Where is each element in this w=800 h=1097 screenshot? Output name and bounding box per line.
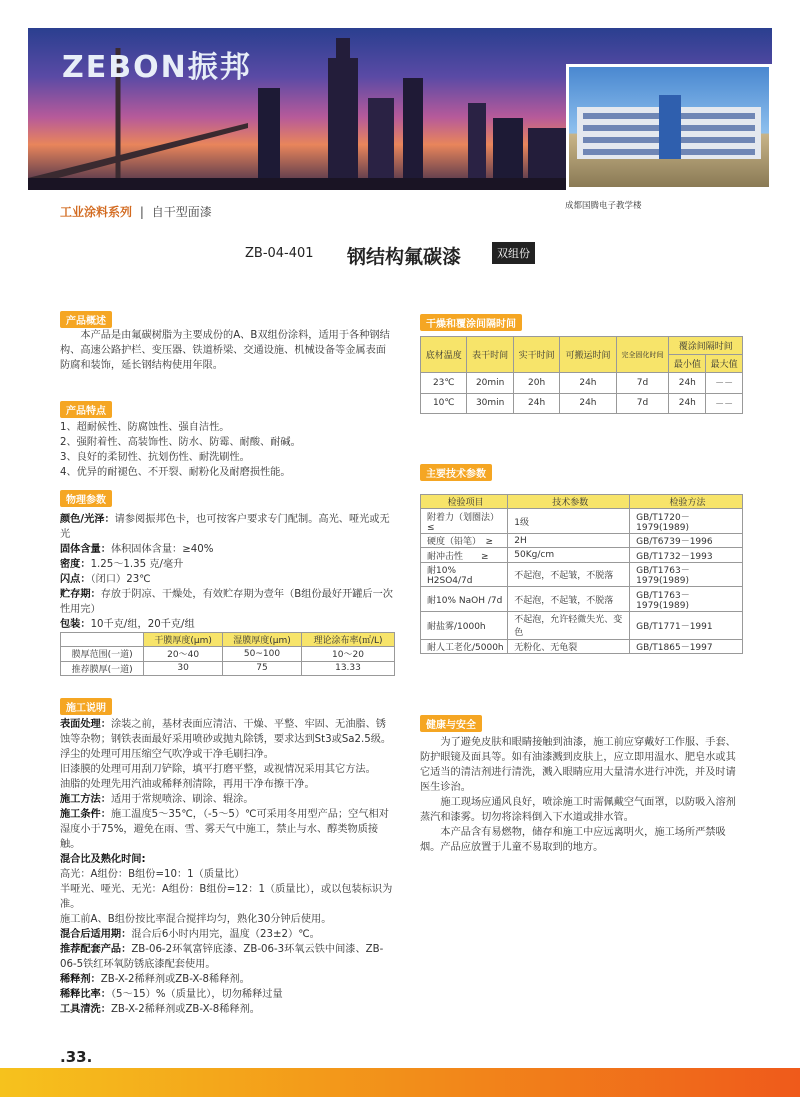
table-row: 耐10% H2SO4/7d 不起泡，不起皱，不脱落 GB/T1763－1979(1989) xyxy=(421,562,743,587)
app-line: 浮尘的处理可用压缩空气吹净或干净毛刷扫净。 xyxy=(60,749,274,760)
safety-text xyxy=(420,735,743,855)
feature-item: 2、强附着性、高装饰性、防水、防霉、耐酸、耐碱。 xyxy=(60,437,301,448)
tech-heading: 主要技术参数 xyxy=(420,464,492,481)
table-row: 硬度（铅笔） ≥ 2H GB/T6739－1996 xyxy=(421,533,743,547)
table-header-cell: 覆涂间隔时间 xyxy=(669,337,743,355)
safety-heading: 健康与安全 xyxy=(420,715,482,732)
param-flashpoint: 闪点：（闭口）23℃ xyxy=(60,574,151,585)
product-name: 钢结构氟碳漆 xyxy=(347,246,462,268)
photo-caption: 成都国腾电子教学楼 xyxy=(565,201,642,211)
app-line: 施工条件：施工温度5～35℃，（-5～5）℃可采用冬用型产品；空气相对湿度小于75%，避免在雨、雪、雾天气中施工，禁止与水、醇类物质接触。 xyxy=(60,809,389,850)
app-line: 油脂的处理先用汽油或稀释剂清除，再用干净布擦干净。 xyxy=(60,779,315,790)
param-packaging: 包装：10千克/组，20千克/组 xyxy=(60,619,195,630)
app-line: 稀释剂：ZB-X-2稀释剂或ZB-X-8稀释剂。 xyxy=(60,974,250,985)
param-solids: 固体含量：体积固体含量：≥40% xyxy=(60,544,214,555)
table-row: 耐盐雾/1000h 不起泡，允许轻微失光、变色 GB/T1771－1991 xyxy=(421,611,743,639)
table-row: 耐人工老化/5000h 无粉化、无龟裂 GB/T1865－1997 xyxy=(421,639,743,653)
application-instructions xyxy=(60,717,395,1017)
feature-item: 4、优异的耐褪色、不开裂、耐粉化及耐磨损性能。 xyxy=(60,467,291,478)
safety-paragraph: 为了避免皮肤和眼睛接触到油漆，施工前应穿戴好工作服、手套、防护眼镜及面具等。如有油漆溅到皮肤上，应立即用温水、肥皂水或其它适当的清洁剂进行清洗，溅入眼睛应用大量清水进行冲洗，并及时请医生诊治。 xyxy=(420,737,736,793)
param-density: 密度：1.25～1.35 克/毫升 xyxy=(60,559,184,570)
series-line xyxy=(60,203,212,220)
table-row: 耐10% NaOH /7d 不起泡，不起皱，不脱落 GB/T1763－1979(1989) xyxy=(421,587,743,612)
table-row: 23℃ 20min 20h 24h 7d 24h －－ xyxy=(421,373,743,394)
building-illustration xyxy=(569,67,769,187)
building-photo xyxy=(566,64,772,190)
table-cell: 膜厚范围(一道) xyxy=(61,647,144,662)
table-cell: 20～40 xyxy=(144,647,223,662)
table-cell: 推荐膜厚(一道) xyxy=(61,661,144,676)
feature-item: 1、超耐候性、防腐蚀性、强自洁性。 xyxy=(60,422,230,433)
app-line: 混合比及熟化时间: xyxy=(60,854,146,865)
features-list xyxy=(60,420,395,480)
table-row xyxy=(61,661,395,676)
app-line: 稀释比率：（5～15）%（质量比），切勿稀释过量 xyxy=(60,989,283,1000)
table-header-cell: 技术参数 xyxy=(508,495,630,509)
table-cell: 30 xyxy=(144,661,223,676)
tech-params-table xyxy=(420,494,743,654)
table-header-cell: 最小值 xyxy=(669,355,706,373)
physical-heading: 物理参数 xyxy=(60,490,112,507)
series-name: 工业涂料系列 xyxy=(60,205,133,219)
series-separator: | xyxy=(139,205,144,219)
safety-paragraph: 本产品含有易燃物，储存和施工中应远离明火，施工场所严禁吸烟。产品应放置于儿童不易取到的地方。 xyxy=(420,827,726,853)
series-type: 自干型面漆 xyxy=(151,205,212,219)
features-heading: 产品特点 xyxy=(60,401,112,418)
table-header-cell: 检验方法 xyxy=(630,495,743,509)
app-line: 高光：A组份：B组份=10：1（质量比） xyxy=(60,869,245,880)
physical-params xyxy=(60,512,395,632)
param-color: 颜色/光泽：请参阅振邦色卡，也可按客户要求专门配制。高光、哑光或无光 xyxy=(60,514,390,540)
app-line: 施工方法：适用于常规喷涂、刷涂、辊涂。 xyxy=(60,794,254,805)
page-number: .33. xyxy=(60,1048,93,1066)
table-header-cell: 底材温度 xyxy=(421,337,467,373)
brand-logo: ZEBON振邦 xyxy=(62,50,252,85)
table-header-cell: 可搬运时间 xyxy=(560,337,616,373)
drying-table xyxy=(420,336,743,414)
app-line: 表面处理：涂装之前，基材表面应清洁、干燥、平整、牢固、无油脂、锈蚀等杂物；钢铁表面最好采用喷砂或抛丸除锈，要求达到St3或Sa2.5级。 xyxy=(60,719,392,745)
application-heading: 施工说明 xyxy=(60,698,112,715)
film-thickness-table xyxy=(60,632,395,676)
table-cell: 50~100 xyxy=(223,647,302,662)
table-row: 10℃ 30min 24h 24h 7d 24h －－ xyxy=(421,393,743,414)
app-line: 旧漆膜的处理可用刮刀铲除，填平打磨平整，或视情况采用其它方法。 xyxy=(60,764,376,775)
app-line: 混合后适用期：混合后6小时内用完，温度（23±2）℃。 xyxy=(60,929,320,940)
table-header-cell: 湿膜厚度(μm) xyxy=(223,633,302,647)
footer-bar xyxy=(0,1068,800,1097)
app-line: 施工前A、B组份按比率混合搅拌均匀，熟化30分钟后使用。 xyxy=(60,914,332,925)
table-cell: 75 xyxy=(223,661,302,676)
table-header-cell: 最大值 xyxy=(706,355,743,373)
table-row xyxy=(61,647,395,662)
table-cell: 10～20 xyxy=(301,647,394,662)
app-line: 半哑光、哑光、无光：A组份：B组份=12：1（质量比），或以包装标识为准。 xyxy=(60,884,393,910)
table-header-cell: 实干时间 xyxy=(513,337,559,373)
table-cell: 13.33 xyxy=(301,661,394,676)
table-row: 耐冲击性 ≥ 50Kg/cm GB/T1732－1993 xyxy=(421,548,743,562)
app-line: 工具清洗：ZB-X-2稀释剂或ZB-X-8稀释剂。 xyxy=(60,1004,260,1015)
param-storage: 贮存期：存放于阴凉、干燥处，有效贮存期为壹年（B组份最好开罐后一次性用完） xyxy=(60,589,393,615)
feature-item: 3、良好的柔韧性、抗划伤性、耐洗刷性。 xyxy=(60,452,250,463)
product-code: ZB-04-401 xyxy=(245,246,314,261)
component-tag: 双组份 xyxy=(492,242,535,264)
table-header-cell: 完全固化时间 xyxy=(616,337,669,373)
table-header-cell: 理论涂布率(㎡/L) xyxy=(301,633,394,647)
table-header-cell: 表干时间 xyxy=(467,337,513,373)
table-row: 附着力（划圈法）≤ 1级 GB/T1720－1979(1989) xyxy=(421,509,743,534)
app-line: 推荐配套产品：ZB-06-2环氧富锌底漆、ZB-06-3环氧云铁中间漆、ZB-06-5铁红环氧防锈底漆配套使用。 xyxy=(60,944,384,970)
table-header-cell: 检验项目 xyxy=(421,495,508,509)
table-header-cell: 干膜厚度(μm) xyxy=(144,633,223,647)
overview-text: 本产品是由氟碳树脂为主要成份的A、B双组份涂料，适用于各种钢结构、高速公路护栏、变压器、铁道桥梁、交通设施、机械设备等金属表面防腐和装饰，延长钢结构使用年限。 xyxy=(60,330,390,371)
table-header-cell xyxy=(61,633,144,647)
overview-heading: 产品概述 xyxy=(60,311,112,328)
safety-paragraph: 施工现场应通风良好，喷涂施工时需佩戴空气面罩，以防吸入溶剂蒸汽和漆雾。切勿将涂料倒入下水道或排水管。 xyxy=(420,797,736,823)
drying-heading: 干燥和覆涂间隔时间 xyxy=(420,314,522,331)
